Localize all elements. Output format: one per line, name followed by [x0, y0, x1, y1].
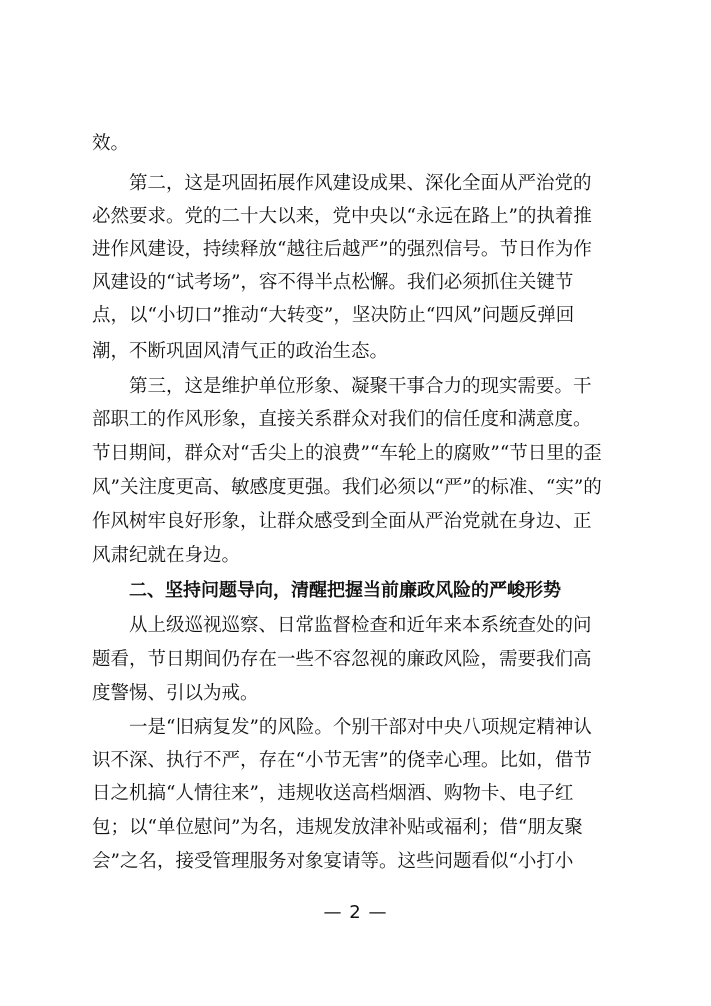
body-text-line: 题看，节日期间仍存在一些不容忽视的廉政风险，需要我们高	[92, 649, 592, 670]
body-text-line: 节日期间，群众对“舌尖上的浪费”“车轮上的腐败”“节日里的歪	[92, 443, 602, 464]
paragraph-start-line: 第三，这是维护单位形象、凝聚干事合力的现实需要。干	[129, 376, 592, 397]
body-text-line: 潮，不断巩固风清气正的政治生态。	[92, 341, 389, 362]
body-text-line: 风肃纪就在身边。	[92, 545, 241, 566]
paragraph-start-line: 一是“旧病复发”的风险。个别干部对中央八项规定精神认	[129, 717, 592, 738]
body-text-line: 识不深、执行不严，存在“小节无害”的侥幸心理。比如，借节	[92, 750, 592, 771]
body-text-line: 点，以“小切口”推动“大转变”，坚决防止“四风”问题反弹回	[92, 305, 575, 326]
body-text-line: 日之机搞“人情往来”，违规收送高档烟酒、购物卡、电子红	[92, 783, 574, 804]
body-text-line: 度警惕、引以为戒。	[92, 683, 259, 704]
body-text-line: 效。	[92, 133, 130, 154]
paragraph-start-line: 从上级巡视巡察、日常监督检查和近年来本系统查处的问	[129, 615, 592, 636]
body-text-line: 作风树牢良好形象，让群众感受到全面从严治党就在身边、正	[92, 511, 592, 532]
section-heading: 二、坚持问题导向，清醒把握当前廉政风险的严峻形势	[129, 580, 561, 601]
body-text-line: 会”之名，接受管理服务对象宴请等。这些问题看似“小打小	[92, 851, 574, 872]
body-text-line: 必然要求。党的二十大以来，党中央以“永远在路上”的执着推	[92, 206, 592, 227]
page-number: — 2 —	[323, 902, 388, 923]
body-text-line: 部职工的作风形象，直接关系群众对我们的信任度和满意度。	[92, 409, 592, 430]
body-text-line: 包；以“单位慰问”为名，违规发放津补贴或福利；借“朋友聚	[92, 817, 583, 838]
body-text-line: 风建设的“试考场”，容不得半点松懈。我们必须抓住关键节	[92, 272, 574, 293]
paragraph-start-line: 第二，这是巩固拓展作风建设成果、深化全面从严治党的	[129, 173, 592, 194]
body-text-line: 进作风建设，持续释放“越往后越严”的强烈信号。节日作为作	[92, 239, 592, 260]
body-text-line: 风”关注度更高、敏感度更强。我们必须以“严”的标准、“实”的	[92, 477, 602, 498]
